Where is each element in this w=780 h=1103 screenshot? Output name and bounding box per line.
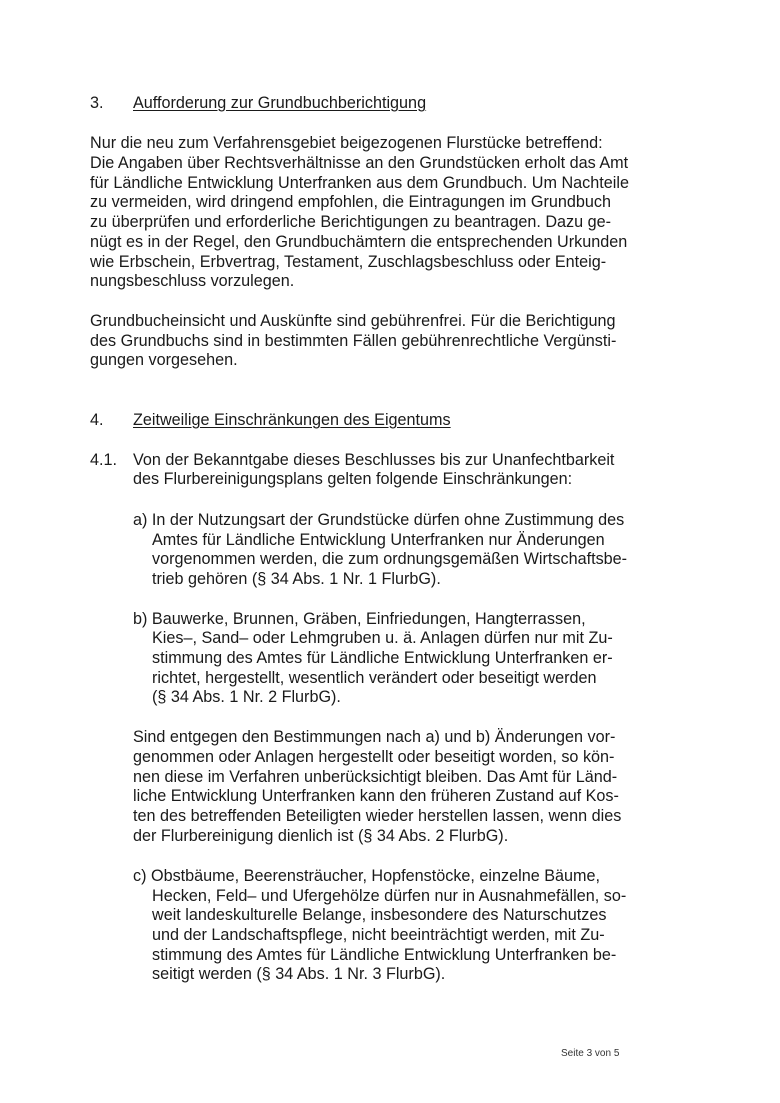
text-line: stimmung des Amtes für Ländliche Entwicklung Unterfranken er- [152,649,613,667]
text-line: Von der Bekanntgabe dieses Beschlusses bis zur Unanfechtbarkeit [133,451,615,469]
text-line: des Grundbuchs sind in bestimmten Fällen gebührenrechtliche Vergünsti- [90,332,617,350]
text-line: c) Obstbäume, Beerensträucher, Hopfenstöcke, einzelne Bäume, [133,867,600,885]
text-line: zu vermeiden, wird dringend empfohlen, die Eintragungen im Grundbuch [90,193,612,211]
text-line: Kies–, Sand– oder Lehmgruben u. ä. Anlagen dürfen nur mit Zu- [152,629,613,647]
text-line: seitigt werden (§ 34 Abs. 1 Nr. 3 FlurbG). [152,965,446,983]
text-line: Grundbucheinsicht und Auskünfte sind gebührenfrei. Für die Berichtigung [90,312,616,330]
page-number-footer: Seite 3 von 5 [561,1048,620,1059]
text-line: Sind entgegen den Bestimmungen nach a) und b) Änderungen vor- [133,728,616,746]
section-3-number: 3. [90,94,104,112]
text-line: (§ 34 Abs. 1 Nr. 2 FlurbG). [152,688,341,706]
text-line: weit landeskulturelle Belange, insbesondere des Naturschutzes [152,906,607,924]
text-line: gungen vorgesehen. [90,351,238,369]
text-line: wie Erbschein, Erbvertrag, Testament, Zuschlagsbeschluss oder Enteig- [90,253,607,271]
text-line: zu überprüfen und erforderliche Berichtigungen zu beantragen. Dazu ge- [90,213,612,231]
text-line: b) Bauwerke, Brunnen, Gräben, Einfriedungen, Hangterrassen, [133,610,586,628]
text-line: ten des betreffenden Beteiligten wieder herstellen lassen, wenn dies [133,807,622,825]
text-line: für Ländliche Entwicklung Unterfranken aus dem Grundbuch. Um Nachteile [90,174,629,192]
text-line: Amtes für Ländliche Entwicklung Unterfranken nur Änderungen [152,531,605,549]
section-4-title: Zeitweilige Einschränkungen des Eigentums [133,411,451,429]
text-line: und der Landschaftspflege, nicht beeinträchtigt werden, mit Zu- [152,926,605,944]
text-line: der Flurbereinigung dienlich ist (§ 34 Abs. 2 FlurbG). [133,827,509,845]
section-4-number: 4. [90,411,104,429]
text-line: liche Entwicklung Unterfranken kann den früheren Zustand auf Kos- [133,787,619,805]
text-line: nen diese im Verfahren unberücksichtigt bleiben. Das Amt für Länd- [133,768,618,786]
text-line: trieb gehören (§ 34 Abs. 1 Nr. 1 FlurbG). [152,570,441,588]
text-line: stimmung des Amtes für Ländliche Entwicklung Unterfranken be- [152,946,617,964]
text-line: nügt es in der Regel, den Grundbuchämtern die entsprechenden Urkunden [90,233,628,251]
text-line: a) In der Nutzungsart der Grundstücke dürfen ohne Zustimmung des [133,511,625,529]
text-line: genommen oder Anlagen hergestellt oder beseitigt worden, so kön- [133,748,615,766]
text-line: vorgenommen werden, die zum ordnungsgemäßen Wirtschaftsbe- [152,550,628,568]
text-line: richtet, hergestellt, wesentlich verändert oder beseitigt werden [152,669,597,687]
subsection-4-1-number: 4.1. [90,451,118,469]
text-line: des Flurbereinigungsplans gelten folgende Einschränkungen: [133,470,573,488]
text-line: Hecken, Feld– und Ufergehölze dürfen nur in Ausnahmefällen, so- [152,887,627,905]
text-line: Nur die neu zum Verfahrensgebiet beigezogenen Flurstücke betreffend: [90,134,603,152]
text-line: Die Angaben über Rechtsverhältnisse an den Grundstücken erholt das Amt [90,154,629,172]
section-3-title: Aufforderung zur Grundbuchberichtigung [133,94,427,112]
text-line: nungsbeschluss vorzulegen. [90,272,295,290]
